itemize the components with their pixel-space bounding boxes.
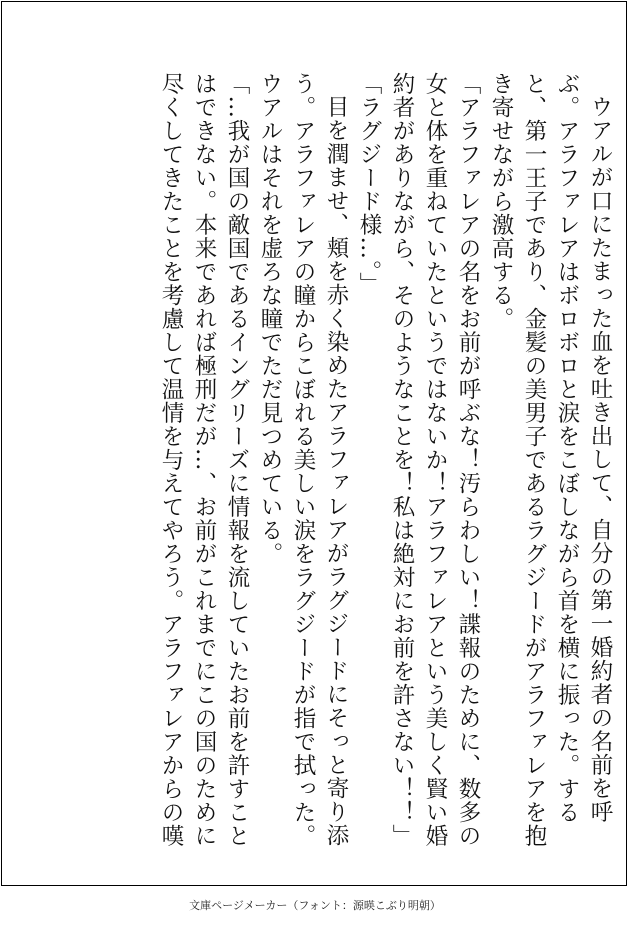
paragraph-dialogue-3: 「…我が国の敵国であるイングリーズに情報を流していたお前を許すことはできない。本来であれば極刑だが…、お前がこれまでにこの国のために尽くしてきたことを考慮して温情を与えてやろう。アラファレアからの嘆 — [158, 72, 250, 848]
page-frame — [1, 1, 627, 886]
page-footer-caption: 文庫ページメーカー（フォント：源暎こぶり明朝） — [189, 899, 441, 912]
paragraph-narration-1: ウアルが口にたまった血を吐き出して、自分の第一婚約者の名前を呼ぶ。アラファレアはボロボロと涙をこぼしながら首を横に振った。すると、第一王子であり、金髪の美男子であるラグジードがアラファレアを抱き寄せながら激高する。 — [488, 72, 613, 848]
paragraph-narration-2: 目を潤ませ、頬を赤く染めたアラファレアがラグジードにそっと寄り添う。アラファレアの瞳からこぼれる美しい涙をラグジードが指で拭った。ウアルはそれを虚ろな瞳でただ見つめている。 — [257, 72, 349, 848]
paragraph-dialogue-1: 「アラファレアの名をお前が呼ぶな！汚らわしい！諜報のために、数多の女と体を重ねていたというではないか！アラファレアという美しく賢い婚約者がありながら、そのようなことを！私は絶対にお前を許さない！！」 — [389, 72, 481, 848]
body-text-column — [56, 72, 616, 852]
paragraph-dialogue-2: 「ラグジード様…。」 — [356, 72, 382, 296]
